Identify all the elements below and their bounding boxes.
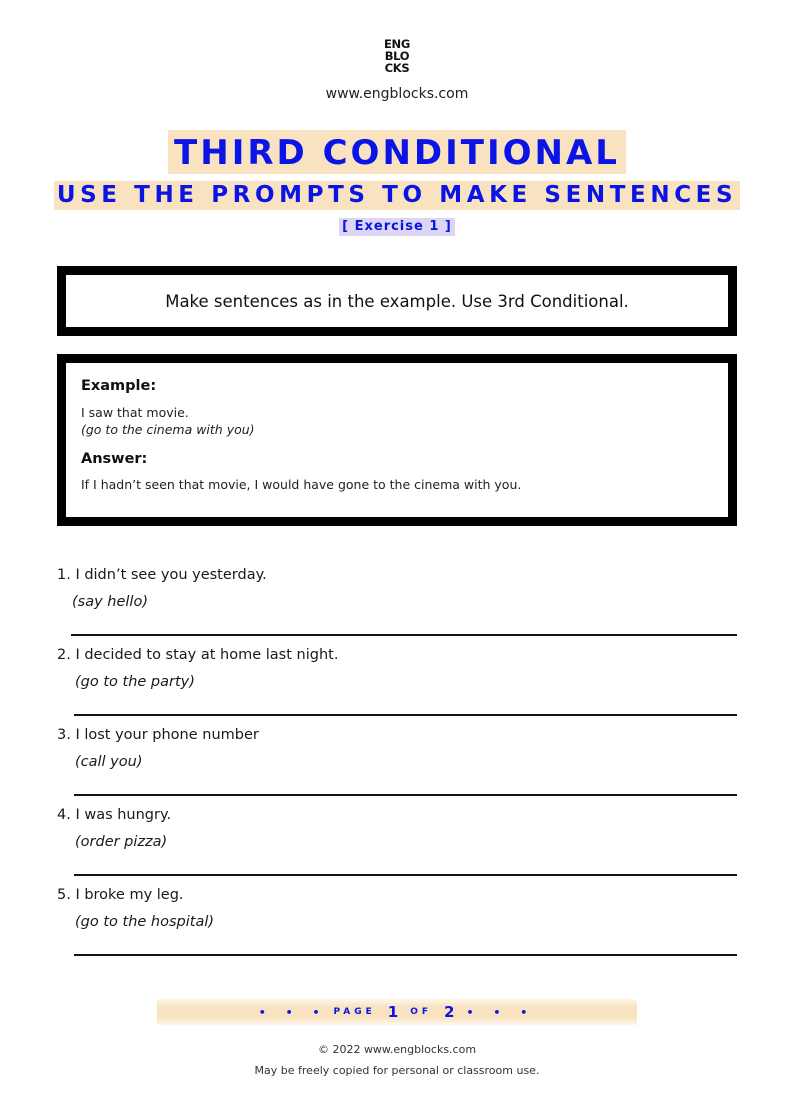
example-answer: If I hadn’t seen that movie, I would have gone to the cinema with you.	[81, 477, 522, 492]
item-prompt: (go to the hospital)	[75, 914, 215, 930]
exercise-item-1	[57, 566, 737, 611]
exercise-label: [ Exercise 1 ]	[339, 218, 455, 236]
logo-line: CKS	[384, 61, 410, 75]
page-label: PAGE	[333, 1007, 376, 1017]
instructions-text: Make sentences as in the example. Use 3rd Conditional.	[165, 291, 629, 311]
example-heading: Example:	[81, 378, 157, 394]
answer-line[interactable]	[74, 954, 737, 956]
answer-heading: Answer:	[81, 451, 148, 467]
item-question: 2. I decided to stay at home last night.	[57, 647, 339, 663]
instructions-box	[57, 266, 737, 336]
logo-line: BLO	[384, 49, 410, 63]
example-prompt: (go to the cinema with you)	[81, 422, 255, 437]
dots-left: • • •	[258, 1005, 328, 1019]
example-box	[57, 354, 737, 526]
example-sentence: I saw that movie.	[81, 405, 189, 420]
item-prompt: (go to the party)	[75, 674, 195, 690]
website-url[interactable]: www.engblocks.com	[325, 86, 469, 102]
answer-line[interactable]	[74, 874, 737, 876]
page-subtitle: USE THE PROMPTS TO MAKE SENTENCES	[54, 181, 740, 210]
answer-line[interactable]	[71, 634, 737, 636]
item-question: 1. I didn’t see you yesterday.	[57, 567, 267, 583]
item-question: 4. I was hungry.	[57, 807, 172, 823]
dots-right: • • •	[466, 1005, 536, 1019]
item-prompt: (say hello)	[72, 594, 148, 610]
of-label: OF	[410, 1007, 433, 1017]
item-question: 3. I lost your phone number	[57, 727, 259, 743]
exercise-item-5	[57, 886, 737, 931]
page-total: 2	[444, 1003, 455, 1021]
answer-line[interactable]	[74, 714, 737, 716]
page-indicator	[157, 999, 637, 1025]
exercise-item-2	[57, 646, 737, 691]
item-question: 5. I broke my leg.	[57, 887, 184, 903]
answer-line[interactable]	[74, 794, 737, 796]
copyright-text: © 2022 www.engblocks.com	[317, 1043, 477, 1056]
page-current: 1	[387, 1003, 399, 1021]
exercise-item-3	[57, 726, 737, 771]
license-text: May be freely copied for personal or classroom use.	[254, 1064, 540, 1077]
exercise-item-4	[57, 806, 737, 851]
item-prompt: (order pizza)	[75, 834, 168, 850]
item-prompt: (call you)	[75, 754, 143, 770]
page-title: THIRD CONDITIONAL	[168, 130, 626, 174]
logo-line: ENG	[383, 37, 411, 51]
engblocks-logo	[380, 38, 414, 74]
